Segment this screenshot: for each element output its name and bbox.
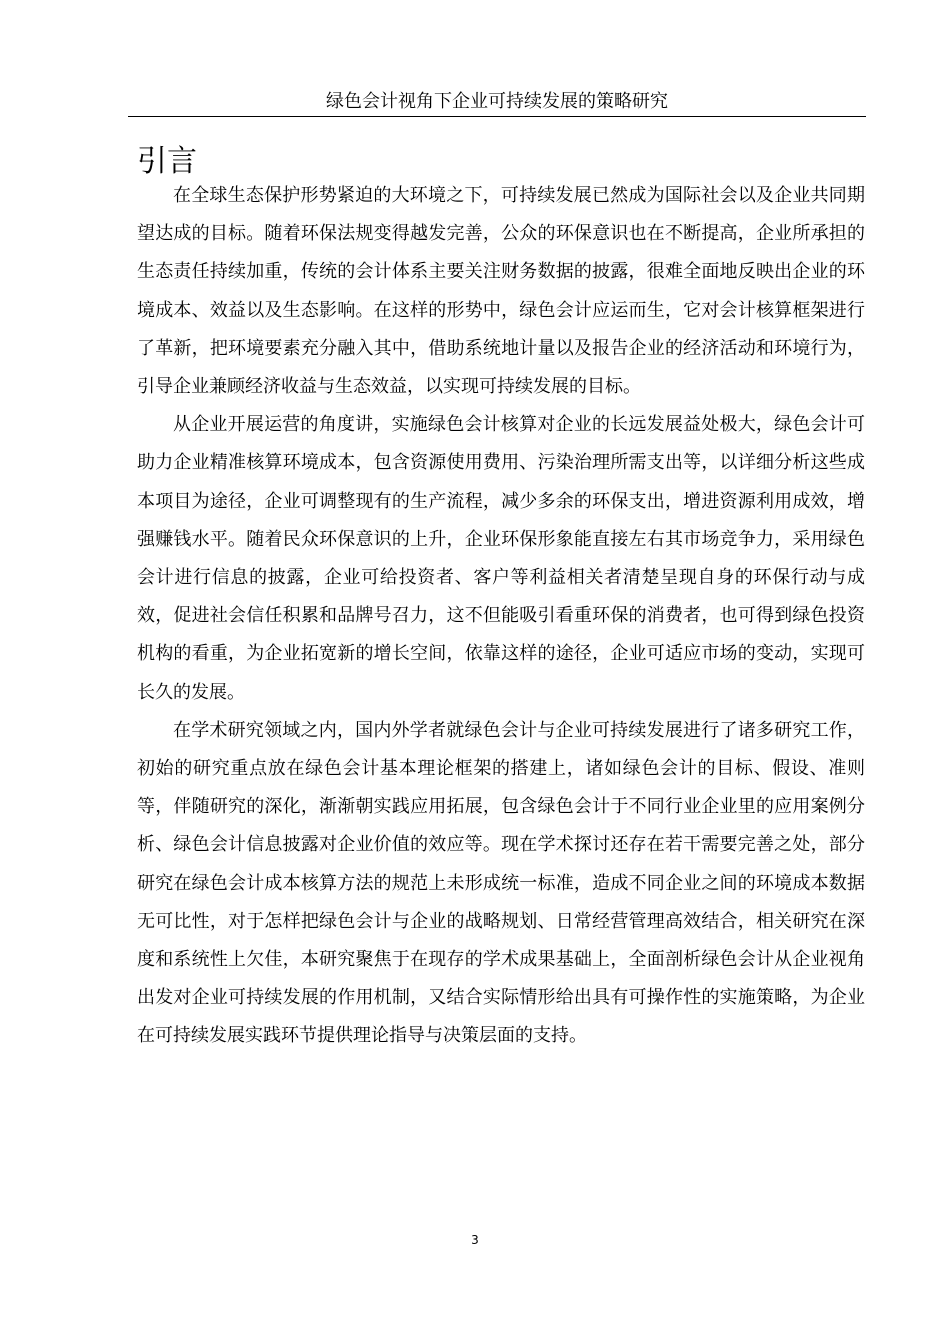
- running-header: [128, 90, 866, 117]
- page-number: 3: [471, 1233, 479, 1247]
- paragraph-1: 在全球生态保护形势紧迫的大环境之下，可持续发展已然成为国际社会以及企业共同期望达成的目标。随着环保法规变得越发完善，公众的环保意识也在不断提高，企业所承担的生态责任持续加重，传统的会计体系主要关注财务数据的披露，很难全面地反映出企业的环境成本、效益以及生态影响。在这样的形势中，绿色会计应运而生，它对会计核算框架进行了革新，把环境要素充分融入其中，借助系统地计量以及报告企业的经济活动和环境行为，引导企业兼顾经济收益与生态效益，以实现可持续发展的目标。: [137, 185, 865, 398]
- paragraph-3: 在学术研究领域之内，国内外学者就绿色会计与企业可持续发展进行了诸多研究工作，初始的研究重点放在绿色会计基本理论框架的搭建上，诸如绿色会计的目标、假设、准则等，伴随研究的深化，渐渐朝实践应用拓展，包含绿色会计于不同行业企业里的应用案例分析、绿色会计信息披露对企业价值的效应等。现在学术探讨还存在若干需要完善之处，部分研究在绿色会计成本核算方法的规范上未形成统一标准，造成不同企业之间的环境成本数据无可比性，对于怎样把绿色会计与企业的战略规划、日常经营管理高效结合，相关研究在深度和系统性上欠佳，本研究聚焦于在现存的学术成果基础上，全面剖析绿色会计从企业视角出发对企业可持续发展的作用机制，又结合实际情形给出具有可操作性的实施策略，为企业在可持续发展实践环节提供理论指导与决策层面的支持。: [137, 719, 865, 1047]
- section-title: 引言: [137, 144, 197, 179]
- running-header-title: 绿色会计视角下企业可持续发展的策略研究: [326, 91, 668, 112]
- paragraph-2: 从企业开展运营的角度讲，实施绿色会计核算对企业的长远发展益处极大，绿色会计可助力企业精准核算环境成本，包含资源使用费用、污染治理所需支出等，以详细分析这些成本项目为途径，企业可调整现有的生产流程，减少多余的环保支出，增进资源利用成效，增强赚钱水平。随着民众环保意识的上升，企业环保形象能直接左右其市场竞争力，采用绿色会计进行信息的披露，企业可给投资者、客户等利益相关者清楚呈现自身的环保行动与成效，促进社会信任积累和品牌号召力，这不但能吸引看重环保的消费者，也可得到绿色投资机构的看重，为企业拓宽新的增长空间，依靠这样的途径，企业可适应市场的变动，实现可长久的发展。: [137, 414, 865, 703]
- body-text: [137, 177, 865, 1056]
